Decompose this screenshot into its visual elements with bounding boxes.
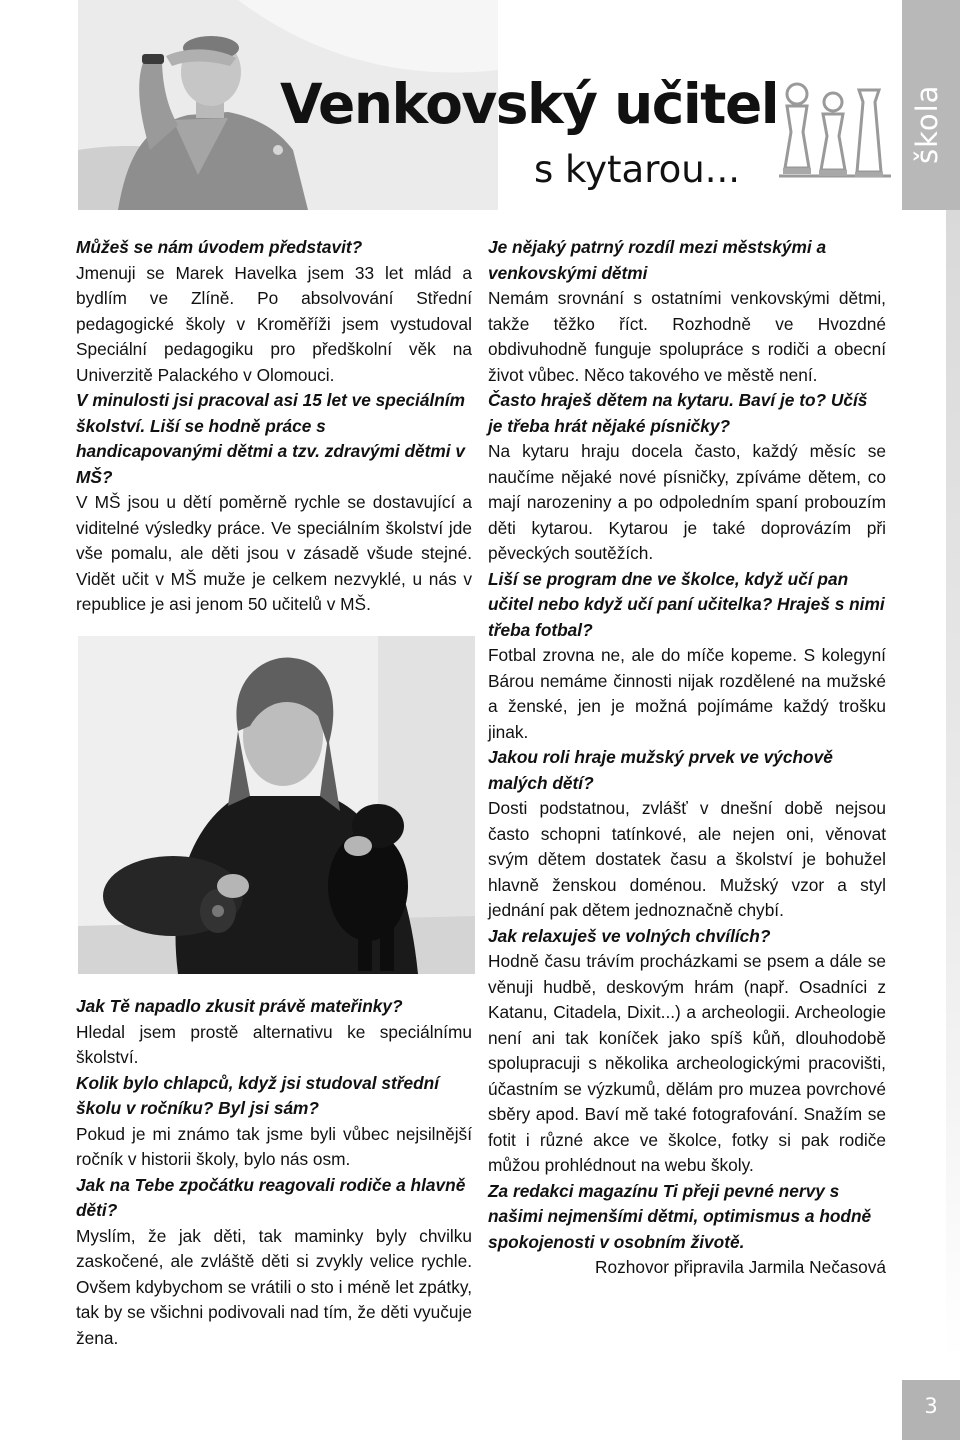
question: Jak relaxuješ ve volných chvílích? [488,925,771,946]
answer: Fotbal zrovna ne, ale do míče kopeme. S kolegyní Bárou nemáme činnosti nijak rozdělené na mužské a ženské, jen je možná pojímáme každý trošku jinak. [488,645,886,742]
answer: V MŠ jsou u dětí poměrně rychle se dostavující a viditelné výsledky práce. Ve speciálním školství jde vše pomalu, ale děti jsou v zásadě všude stejné. Vidět učit v MŠ muže je celkem nezvyklé, u nás v republice je asi jenom 50 učitelů v MŠ. [76,492,472,614]
question: Je nějaký patrný rozdíl mezi městskými a venkovskými dětmi [488,237,827,283]
question: Liší se program dne ve školce, když učí pan učitel nebo když učí paní učitelka? Hraješ s nimi třeba fotbal? [488,568,885,640]
answer: Jmenuji se Marek Havelka jsem 33 let mlád a bydlím ve Zlíně. Po absolvování Střední pedagogické školy v Kroměříži jsem vystudoval Speciální pedagogiku pro předškolní věk na Univerzitě Palackého v Olomouci. [76,262,472,385]
answer: Hledal jsem prostě alternativu ke speciálnímu školství. [76,1021,472,1067]
section-tab [902,0,960,210]
answer: Pokud je mi známo tak jsme byli vůbec nejsilnější ročník v historii školy, bylo nás osm. [76,1123,472,1169]
side-rule [946,210,960,1360]
page-number: 3 [924,1394,938,1418]
closing-message: Za redakci magazínu Ti přeji pevné nervy s našimi nejmenšími dětmi, optimismus a hodně spokojenosti v osobním životě. [488,1180,872,1252]
answer: Nemám srovnání s ostatními venkovskými dětmi, takže těžko říct. Rozhodně ve Hvozdné obdivuhodně funguje spolupráce s rodiči a obecní život vůbec. Něco takového ve městě není. [488,288,886,385]
answer: Myslím, že jak děti, tak maminky byly chvilku zaskočené, ale zvláště děti si zvykly velice rychle. Ovšem kdybychom se vrátili o sto i méně let zpátky, tak by se všichni podivovali nad tím, že děti vyučuje žena. [76,1225,472,1348]
question: Jak Tě napadlo zkusit právě mateřinky? [76,996,403,1016]
portrait-photo [78,636,475,974]
author-signature: Rozhovor připravila Jarmila Nečasová [594,1257,886,1277]
question: Jakou roli hraje mužský prvek ve výchově malých dětí? [488,747,833,793]
question: V minulosti jsi pracoval asi 15 let ve speciálním školství. Liší se hodně práce s handicapovanými dětmi a tzv. zdravými dětmi v MŠ? [76,390,465,487]
answer: Dosti podstatnou, zvlášť v dnešní době nejsou často schopni tatínkové, ale nejen oni, věnovat svým dětem dostatek času a školství je bohužel hlavně ženskou doménou. Mužský vzor a styl jednání pak dětem jednoznačně chybí. [488,798,886,920]
answer: Hodně času trávím procházkami se psem a dále se věnuji hudbě, deskovým hrám (např. Osadníci z Katanu, Citadela, Dixit...) a archeologii. Archeologie není ani tak koníček jako spíš kůň, dlouhodobě spolupracuji s několika archeologickými pracovišti, účastním se výzkumů, dělám pro muzea povrchové sběry apod. Baví mě také fotografování. Snažím se fotit i různé akce ve školce, fotky si pak rodiče můžou prohlédnout na webu školy. [488,951,886,1175]
right-column [488,235,886,1281]
chess-pieces-icon [775,72,895,187]
man-with-dog-photo-icon [78,636,475,974]
question: Kolik bylo chlapců, když jsi studoval střední školu v ročníku? Byl jsi sám? [76,1072,439,1118]
question: Můžeš se nám úvodem představit? [76,237,363,257]
page-title: Venkovský učitel [280,72,779,136]
page-subtitle: s kytarou... [534,148,740,191]
section-tab-label: škola [910,84,944,164]
page-number-box [902,1380,960,1440]
left-column-top [76,235,472,618]
answer: Na kytaru hraju docela často, každý měsíc se naučíme nějaké nové písničky, zpíváme dětem, co mají narozeniny a po odpoledním spaní probouzím děti kytarou. Kytarou je také doprovázím při pěveckých soutěžích. [488,441,886,563]
question: Jak na Tebe zpočátku reagovali rodiče a hlavně děti? [76,1174,466,1220]
question: Často hraješ dětem na kytaru. Baví je to? Učíš je třeba hrát nějaké písničky? [488,390,868,436]
left-column-bottom [76,994,472,1351]
